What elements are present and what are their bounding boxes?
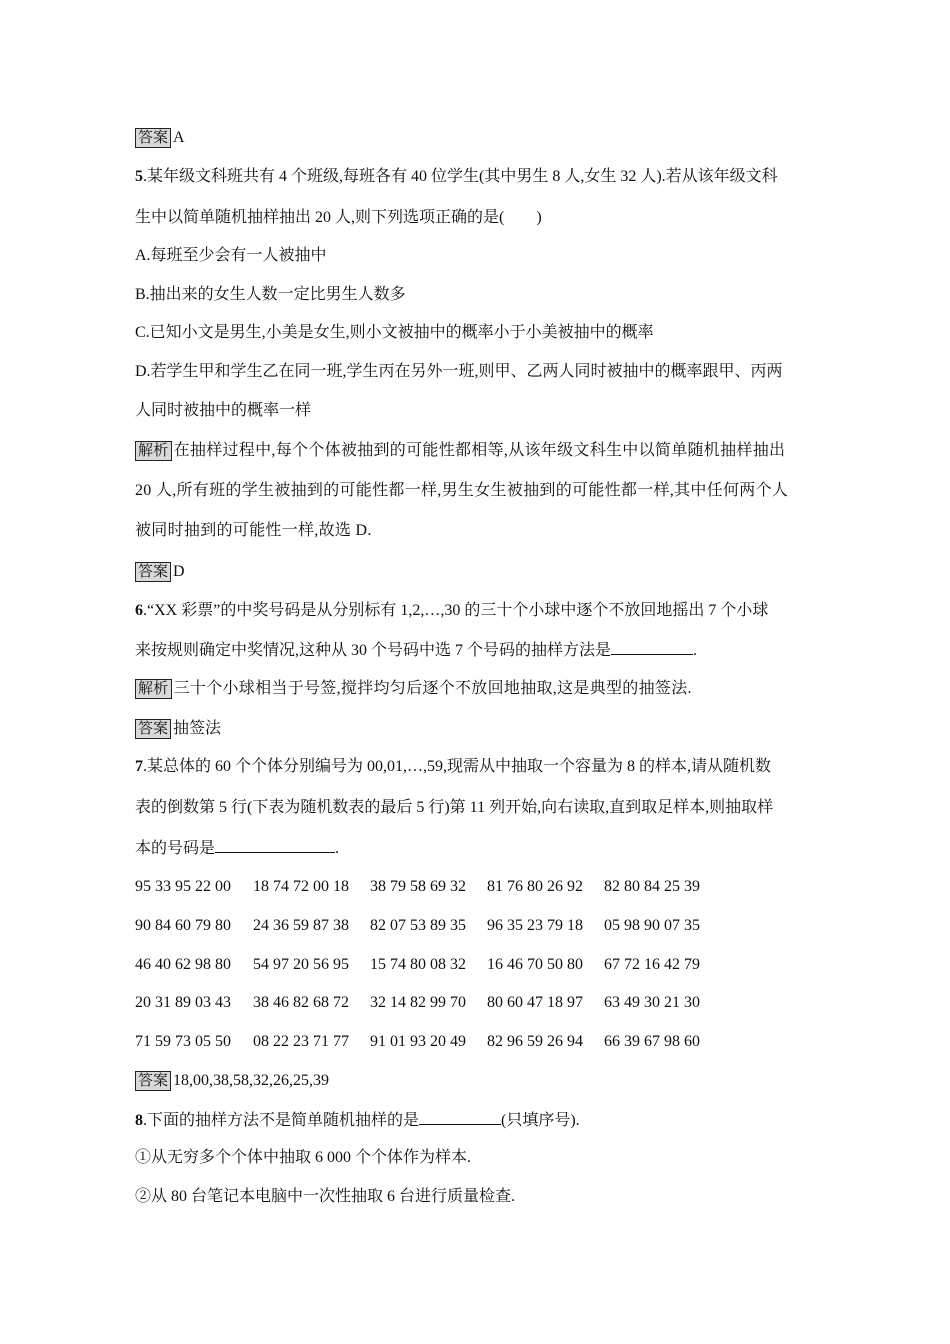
q5-analysis-text1: 在抽样过程中,每个个体被抽到的可能性都相等,从该年级文科生中以简单随机抽样抽出: [173, 442, 786, 459]
q6-stem-end: .: [693, 642, 698, 659]
q5-analysis-line2: 20 人,所有班的学生被抽到的可能性都一样,男生女生被抽到的可能性都一样,其中任何两个人: [135, 482, 789, 499]
random-table-cell: 96 35 23 79 18: [487, 917, 583, 934]
q8-number: 8: [135, 1112, 143, 1129]
analysis-tag: 解析: [135, 679, 172, 699]
q5-number: 5: [135, 168, 143, 185]
random-table-cell: 32 14 82 99 70: [370, 994, 466, 1011]
random-table-cell: 20 31 89 03 43: [135, 994, 231, 1011]
random-table-cell: 71 59 73 05 50: [135, 1033, 231, 1050]
q5-analysis-line1: [135, 441, 785, 461]
random-table-cell: 54 97 20 56 95: [253, 956, 349, 973]
q8-stem-end: (只填序号).: [501, 1112, 580, 1129]
q5-answer: D: [173, 563, 185, 580]
q7-stem-line2: 表的倒数第 5 行(下表为随机数表的最后 5 行)第 11 列开始,向右读取,直到取足样本,则抽取样: [135, 799, 774, 816]
random-table-cell: 16 46 70 50 80: [487, 956, 583, 973]
q5-stem-line2: 生中以简单随机抽样抽出 20 人,则下列选项正确的是( ): [135, 209, 542, 226]
q5-option-c: C.已知小文是男生,小美是女生,则小文被抽中的概率小于小美被抽中的概率: [135, 324, 654, 341]
q8-stem-line: [135, 1110, 580, 1131]
q5-stem-text1: .某年级文科班共有 4 个班级,每班各有 40 位学生(其中男生 8 人,女生 32 人).若从该年级文科: [143, 168, 778, 185]
random-table-cell: 46 40 62 98 80: [135, 956, 231, 973]
random-table-cell: 82 96 59 26 94: [487, 1033, 583, 1050]
random-table-cell: 67 72 16 42 79: [604, 956, 700, 973]
q5-option-b: B.抽出来的女生人数一定比男生人数多: [135, 286, 406, 303]
random-table-cell: 82 80 84 25 39: [604, 878, 700, 895]
q4-answer-line: [135, 128, 185, 148]
random-table-cell: 15 74 80 08 32: [370, 956, 466, 973]
answer-tag: 答案: [135, 1071, 171, 1091]
q7-stem-end: .: [335, 840, 340, 857]
q5-analysis-line3: 被同时抽到的可能性一样,故选 D.: [135, 522, 372, 539]
q6-analysis-line: [135, 679, 692, 699]
q7-stem-line1: [135, 757, 771, 777]
q6-answer-blank: [611, 640, 693, 655]
analysis-tag: 解析: [135, 441, 172, 461]
q5-option-d-line1: D.若学生甲和学生乙在同一班,学生丙在另外一班,则甲、乙两人同时被抽中的概率跟甲、丙两: [135, 363, 783, 380]
q5-option-d-line2: 人同时被抽中的概率一样: [135, 402, 312, 419]
q6-stem-text2: 来按规则确定中奖情况,这种从 30 个号码中选 7 个号码的抽样方法是: [135, 642, 612, 659]
answer-tag: 答案: [135, 128, 171, 148]
random-table-cell: 63 49 30 21 30: [604, 994, 700, 1011]
answer-tag: 答案: [135, 719, 171, 739]
random-table-cell: 24 36 59 87 38: [253, 917, 349, 934]
random-table-cell: 38 46 82 68 72: [253, 994, 349, 1011]
random-table-cell: 18 74 72 00 18: [253, 878, 349, 895]
q5-option-a: A.每班至少会有一人被抽中: [135, 247, 327, 264]
q6-stem-text1: .“XX 彩票”的中奖号码是从分别标有 1,2,…,30 的三十个小球中逐个不放回地摇出 7 个小球: [143, 602, 769, 619]
q7-answer-blank: [215, 838, 335, 853]
q8-item-1: ①从无穷多个个体中抽取 6 000 个个体作为样本.: [135, 1149, 472, 1166]
q6-stem-line1: [135, 601, 768, 621]
q7-answer-line: [135, 1071, 329, 1091]
random-table-cell: 90 84 60 79 80: [135, 917, 231, 934]
random-table-cell: 38 79 58 69 32: [370, 878, 466, 895]
random-table-cell: 80 60 47 18 97: [487, 994, 583, 1011]
q6-answer: 抽签法: [173, 720, 222, 737]
q6-answer-line: [135, 719, 221, 739]
q7-number: 7: [135, 758, 143, 775]
q6-number: 6: [135, 602, 143, 619]
q7-stem-line3: [135, 838, 339, 859]
q6-analysis-text: 三十个小球相当于号签,搅拌均匀后逐个不放回地抽取,这是典型的抽签法.: [173, 680, 692, 697]
q5-stem-line1: [135, 167, 778, 187]
q7-answer: 18,00,38,58,32,26,25,39: [173, 1072, 330, 1089]
random-table-cell: 81 76 80 26 92: [487, 878, 583, 895]
random-table-cell: 95 33 95 22 00: [135, 878, 231, 895]
answer-tag: 答案: [135, 562, 171, 582]
q8-stem-text: .下面的抽样方法不是简单随机抽样的是: [143, 1112, 420, 1129]
random-table-cell: 91 01 93 20 49: [370, 1033, 466, 1050]
random-table-cell: 82 07 53 89 35: [370, 917, 466, 934]
random-table-cell: 05 98 90 07 35: [604, 917, 700, 934]
q8-item-2: ②从 80 台笔记本电脑中一次性抽取 6 台进行质量检查.: [135, 1188, 516, 1205]
q4-answer: A: [173, 129, 185, 146]
q6-stem-line2: [135, 640, 697, 661]
q8-answer-blank: [419, 1110, 501, 1125]
q7-stem-text1: .某总体的 60 个个体分别编号为 00,01,…,59,现需从中抽取一个容量为 8 的样本,请从随机数: [143, 758, 772, 775]
q5-answer-line: [135, 562, 185, 582]
random-table-cell: 08 22 23 71 77: [253, 1033, 349, 1050]
random-table-cell: 66 39 67 98 60: [604, 1033, 700, 1050]
q7-stem-text3: 本的号码是: [135, 840, 216, 857]
